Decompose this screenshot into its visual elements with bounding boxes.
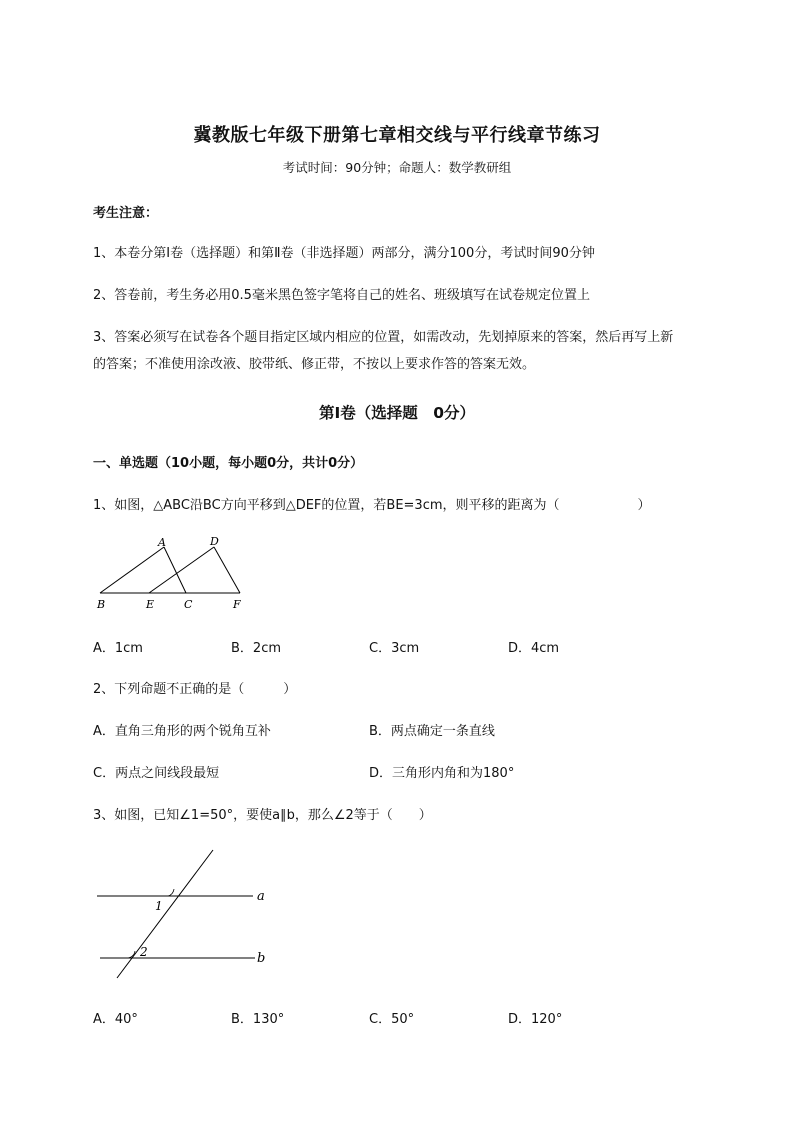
angle-1-arc (168, 889, 174, 896)
label-d: D (210, 535, 219, 548)
label-a: A (158, 536, 166, 549)
question-3-option-a: A．40° (93, 1012, 138, 1027)
line-df (214, 547, 240, 593)
label-f: F (233, 598, 241, 611)
transversal-line (117, 850, 213, 978)
line-ac (164, 547, 186, 593)
question-2-option-b: B．两点确定一条直线 (369, 724, 495, 739)
question-2-option-a: A．直角三角形的两个锐角互补 (93, 724, 271, 739)
notice-heading: 考生注意： (93, 206, 159, 221)
label-b-line: b (257, 951, 266, 966)
line-de (149, 547, 214, 593)
label-a-line: a (257, 889, 265, 904)
question-3-option-d: D．120° (508, 1012, 563, 1027)
label-c: C (184, 598, 193, 611)
question-2-option-c: C．两点之间线段最短 (93, 766, 220, 781)
question-2-option-d: D．三角形内角和为180° (369, 766, 515, 781)
question-3-stem: 3、如图，已知∠1=50°，要使a∥b，那么∠2等于（ ） (93, 808, 432, 823)
question-3-option-c: C．50° (369, 1012, 415, 1027)
question-1-option-b: B．2cm (231, 641, 282, 656)
notice-item: 2、答卷前，考生务必用0.5毫米黑色签字笔将自己的姓名、班级填写在试卷规定位置上 (93, 288, 590, 303)
notice-item: 1、本卷分第I卷（选择题）和第Ⅱ卷（非选择题）两部分，满分100分，考试时间90分钟 (93, 246, 595, 261)
question-1-option-d: D．4cm (508, 641, 560, 656)
notice-item: 3、答案必须写在试卷各个题目指定区域内相应的位置，如需改动，先划掉原来的答案，然后再写上新 (93, 330, 674, 345)
question-1-option-c: C．3cm (369, 641, 420, 656)
line-ab (100, 547, 164, 593)
section-title: 第I卷（选择题 0分） (318, 404, 476, 422)
label-e: E (146, 598, 155, 611)
notice-item: 的答案；不准使用涂改液、胶带纸、修正带，不按以上要求作答的答案无效。 (93, 357, 536, 372)
part-heading: 一、单选题（10小题，每小题0分，共计0分） (93, 456, 364, 471)
question-1-figure (90, 530, 260, 615)
page-title: 冀教版七年级下册第七章相交线与平行线章节练习 (193, 125, 601, 146)
label-angle-1: 1 (155, 899, 163, 913)
question-1-option-a: A．1cm (93, 641, 143, 656)
question-3-figure (90, 840, 280, 985)
label-b: B (97, 598, 106, 611)
label-angle-2: 2 (140, 945, 148, 959)
angle-2-arc (128, 951, 135, 958)
question-2-stem: 2、下列命题不正确的是（ ） (93, 682, 297, 697)
question-3-option-b: B．130° (231, 1012, 285, 1027)
question-1-stem: 1、如图，△ABC沿BC方向平移到△DEF的位置，若BE=3cm，则平移的距离为（ ） (93, 498, 651, 513)
page-subtitle: 考试时间：90分钟；命题人：数学教研组 (282, 160, 512, 175)
